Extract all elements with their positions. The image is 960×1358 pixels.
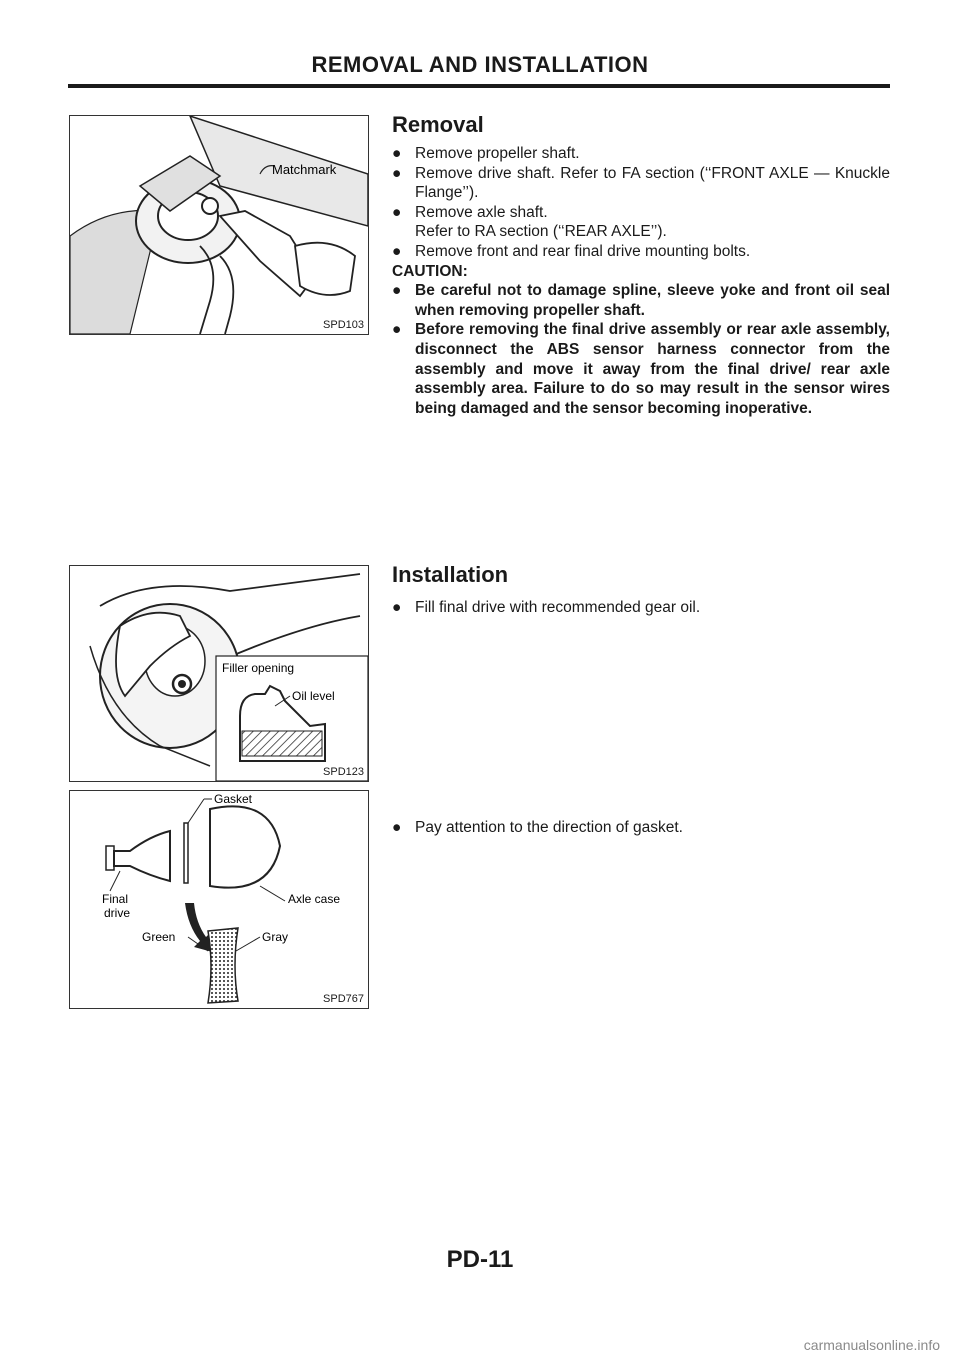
installation-text-1 — [392, 598, 890, 618]
label-drive: drive — [104, 906, 131, 920]
label-gray: Gray — [262, 930, 289, 944]
label-final: Final — [102, 892, 129, 906]
list-item: ● Remove propeller shaft. — [392, 145, 580, 162]
section-title-installation: Installation — [392, 562, 509, 587]
figure-spd123 — [69, 565, 369, 782]
bullet-icon: ● — [392, 203, 402, 221]
watermark: carmanualsonline.info — [803, 1337, 940, 1353]
section-title-removal: Removal — [392, 112, 484, 137]
figure-code: SPD767 — [323, 993, 364, 1005]
figure-spd103 — [69, 115, 369, 335]
bullet-icon: ● — [392, 282, 402, 300]
installation-text-2 — [392, 818, 890, 838]
list-item: ● Pay attention to the direction of gasket. — [392, 819, 683, 836]
list-item: ● Remove front and rear final drive mounting bolts. — [392, 242, 751, 260]
label-oil-level: Oil level — [292, 689, 335, 703]
figure-code: SPD103 — [323, 319, 364, 331]
page-number: PD-11 — [446, 1246, 514, 1273]
page-header: REMOVAL AND INSTALLATION — [311, 52, 649, 77]
label-matchmark: Matchmark — [272, 162, 337, 177]
list-item: ● Remove axle shaft. Refer to RA section (‘‘REAR AXLE’’). — [392, 203, 667, 241]
label-filler-opening: Filler opening — [222, 661, 295, 675]
list-item: ● Fill final drive with recommended gear oil. — [392, 599, 701, 616]
removal-text — [392, 144, 890, 418]
gasket-direction-illustration — [70, 791, 368, 1008]
caution-item: ● Be careful not to damage spline, sleeve yoke and front oil seal when removing propeller shaft. — [392, 282, 890, 319]
list-item: ● Remove drive shaft. Refer to FA section (‘‘FRONT AXLE — Knuckle Flange’’). — [392, 164, 890, 202]
label-green: Green — [142, 930, 176, 944]
filler-opening-illustration — [70, 566, 368, 781]
bullet-icon: ● — [392, 599, 402, 616]
bullet-icon: ● — [392, 321, 402, 339]
caution-label: CAUTION: — [392, 262, 468, 280]
propeller-shaft-illustration — [70, 116, 368, 334]
bullet-icon: ● — [392, 145, 402, 162]
bullet-icon: ● — [392, 242, 402, 260]
label-gasket: Gasket — [214, 792, 253, 806]
header-rule — [68, 84, 890, 88]
caution-item: ● Before removing the final drive assembly or rear axle assembly, disconnect the ABS sensor harness connector from the assembly and move it away from the final drive/ rear axle assembly area. Failure to do so may result in the sensor wires being damaged and the sensor becoming inoperative. — [392, 321, 890, 417]
bullet-icon: ● — [392, 819, 402, 836]
bullet-icon: ● — [392, 164, 402, 182]
figure-code: SPD123 — [323, 766, 364, 778]
label-axle-case: Axle case — [288, 892, 341, 906]
figure-spd767 — [69, 790, 369, 1009]
